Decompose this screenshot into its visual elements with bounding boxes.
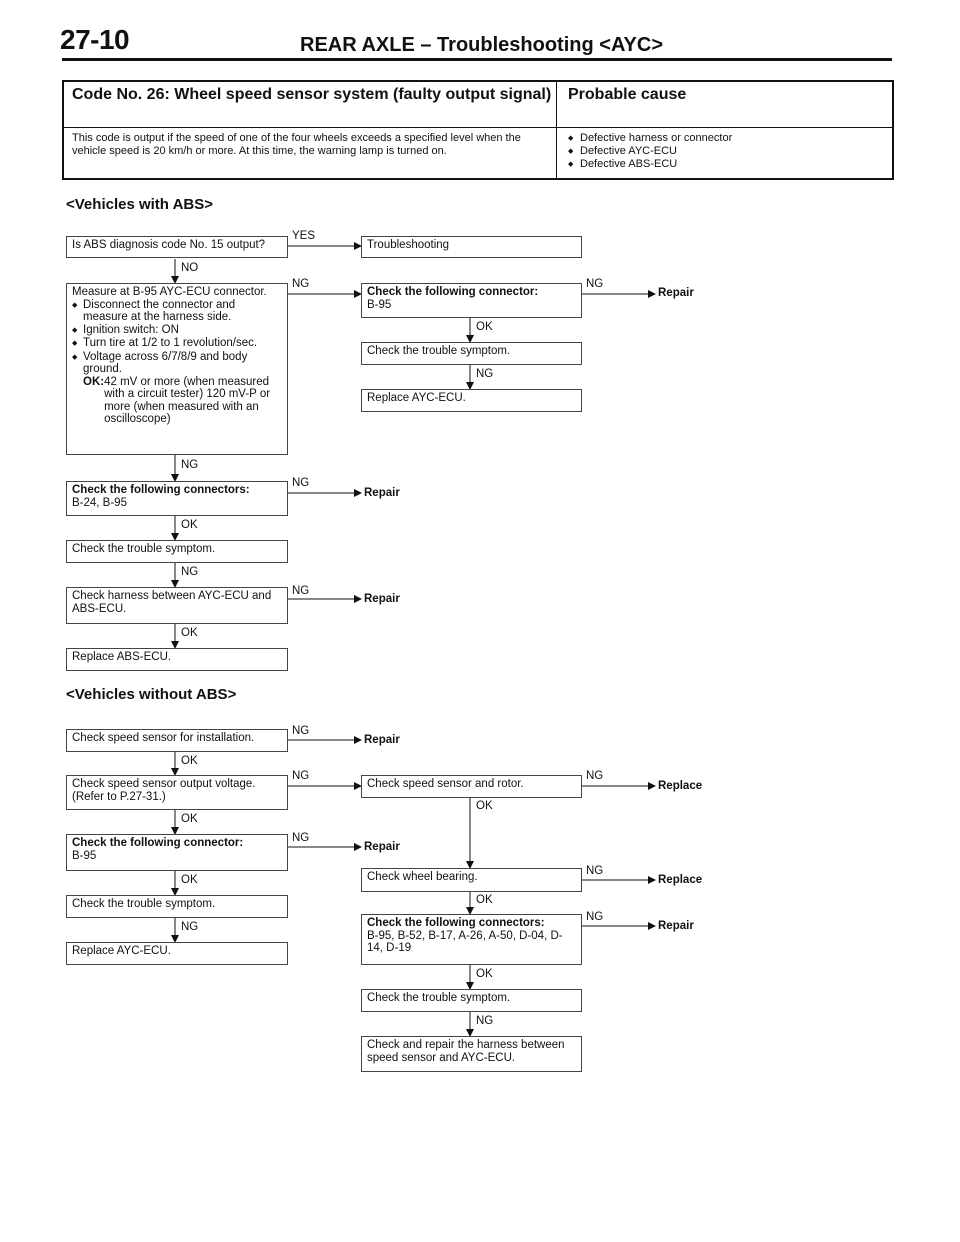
code-title: Code No. 26: Wheel speed sensor system (faulty output signal): [72, 86, 552, 103]
ng-label: NG: [292, 585, 310, 597]
ng-label: NG: [292, 278, 310, 290]
troubleshooting-box: Troubleshooting: [361, 236, 582, 258]
ng-label: NG: [586, 278, 604, 290]
cause-item: ◆ Defective harness or connector: [568, 132, 732, 145]
abs-question-box: Is ABS diagnosis code No. 15 output?: [66, 236, 288, 258]
bearing-check-box: Check wheel bearing.: [361, 868, 582, 892]
result-repair: Repair: [364, 487, 400, 499]
ok-label: OK: [476, 800, 493, 812]
trouble-symptom-box: Check the trouble symptom.: [66, 540, 288, 563]
measure-ok: OK: 42 mV or more (when measured with a circuit tester) 120 mV-P or more (when measured with an oscilloscope): [83, 375, 271, 425]
measure-box: [66, 283, 288, 455]
result-replace: Replace: [658, 874, 703, 886]
sensor-rotor-box: Check speed sensor and rotor.: [361, 775, 582, 798]
connectors-check-box: Check the following connectors: B-24, B-95: [66, 481, 288, 516]
ng-label: NG: [586, 865, 604, 877]
ok-label: OK: [181, 874, 198, 886]
trouble-symptom-box: Check the trouble symptom.: [361, 989, 582, 1012]
result-replace: Replace: [658, 780, 703, 792]
connector-check-box: Check the following connector: B-95: [66, 834, 288, 871]
result-repair: Repair: [364, 593, 400, 605]
replace-ayc-box: Replace AYC-ECU.: [66, 942, 288, 965]
measure-title: Measure at B-95 AYC-ECU connector.: [72, 286, 267, 298]
ng-label: NG: [292, 770, 310, 782]
ng-label: NG: [586, 911, 604, 923]
cause-title: Probable cause: [568, 86, 687, 103]
trouble-symptom-box: Check the trouble symptom.: [361, 342, 582, 365]
ng-label: NG: [181, 921, 199, 933]
result-repair: Repair: [364, 841, 400, 853]
ng-label: NG: [181, 459, 199, 471]
page-number: 27-10: [60, 24, 130, 55]
ok-label: OK: [181, 519, 198, 531]
no-label: NO: [181, 262, 199, 274]
yes-label: YES: [292, 230, 316, 242]
replace-abs-box: Replace ABS-ECU.: [66, 648, 288, 671]
ok-label: OK: [476, 894, 493, 906]
ok-label: OK: [181, 755, 198, 767]
cause-item: ◆ Defective ABS-ECU: [568, 158, 732, 171]
measure-step: ◆ Disconnect the connector and measure at the harness side.: [72, 299, 282, 324]
harness-check-box: Check harness between AYC-ECU and ABS-ECU.: [66, 587, 288, 624]
page-title: REAR AXLE – Troubleshooting <AYC>: [300, 34, 664, 56]
section-title-noabs: <Vehicles without ABS>: [66, 686, 237, 703]
section-title-abs: <Vehicles with ABS>: [66, 196, 214, 213]
connectors-check-box: Check the following connectors: B-95, B-52, B-17, A-26, A-50, D-04, D-14, D-19: [361, 914, 582, 965]
ng-label: NG: [292, 832, 310, 844]
measure-step: ◆ Ignition switch: ON: [72, 324, 282, 338]
result-repair: Repair: [658, 287, 694, 299]
ok-label: OK: [476, 968, 493, 980]
code-description: This code is output if the speed of one of the four wheels exceeds a specified level when the vehicle speed is 20 km/h or more. At this time, the warning lamp is turned on.: [72, 132, 521, 157]
ng-label: NG: [292, 725, 310, 737]
output-check-box: Check speed sensor output voltage. (Refer to P.27-31.): [66, 775, 288, 810]
ng-label: NG: [476, 1015, 494, 1027]
measure-step: ◆ Voltage across 6/7/8/9 and body ground.: [72, 351, 282, 376]
ng-label: NG: [292, 477, 310, 489]
connector-check-box: Check the following connector: B-95: [361, 283, 582, 318]
ok-label: OK: [181, 627, 198, 639]
ng-label: NG: [181, 566, 199, 578]
ng-label: NG: [476, 368, 494, 380]
ok-label: OK: [181, 813, 198, 825]
trouble-symptom-box: Check the trouble symptom.: [66, 895, 288, 918]
result-repair: Repair: [658, 920, 694, 932]
harness-repair-box: Check and repair the harness between speed sensor and AYC-ECU.: [361, 1036, 582, 1072]
result-repair: Repair: [364, 734, 400, 746]
replace-ayc-box: Replace AYC-ECU.: [361, 389, 582, 412]
ok-label: OK: [476, 321, 493, 333]
ng-label: NG: [586, 770, 604, 782]
measure-step: ◆ Turn tire at 1/2 to 1 revolution/sec.: [72, 337, 282, 351]
install-check-box: Check speed sensor for installation.: [66, 729, 288, 752]
cause-item: ◆ Defective AYC-ECU: [568, 145, 732, 158]
